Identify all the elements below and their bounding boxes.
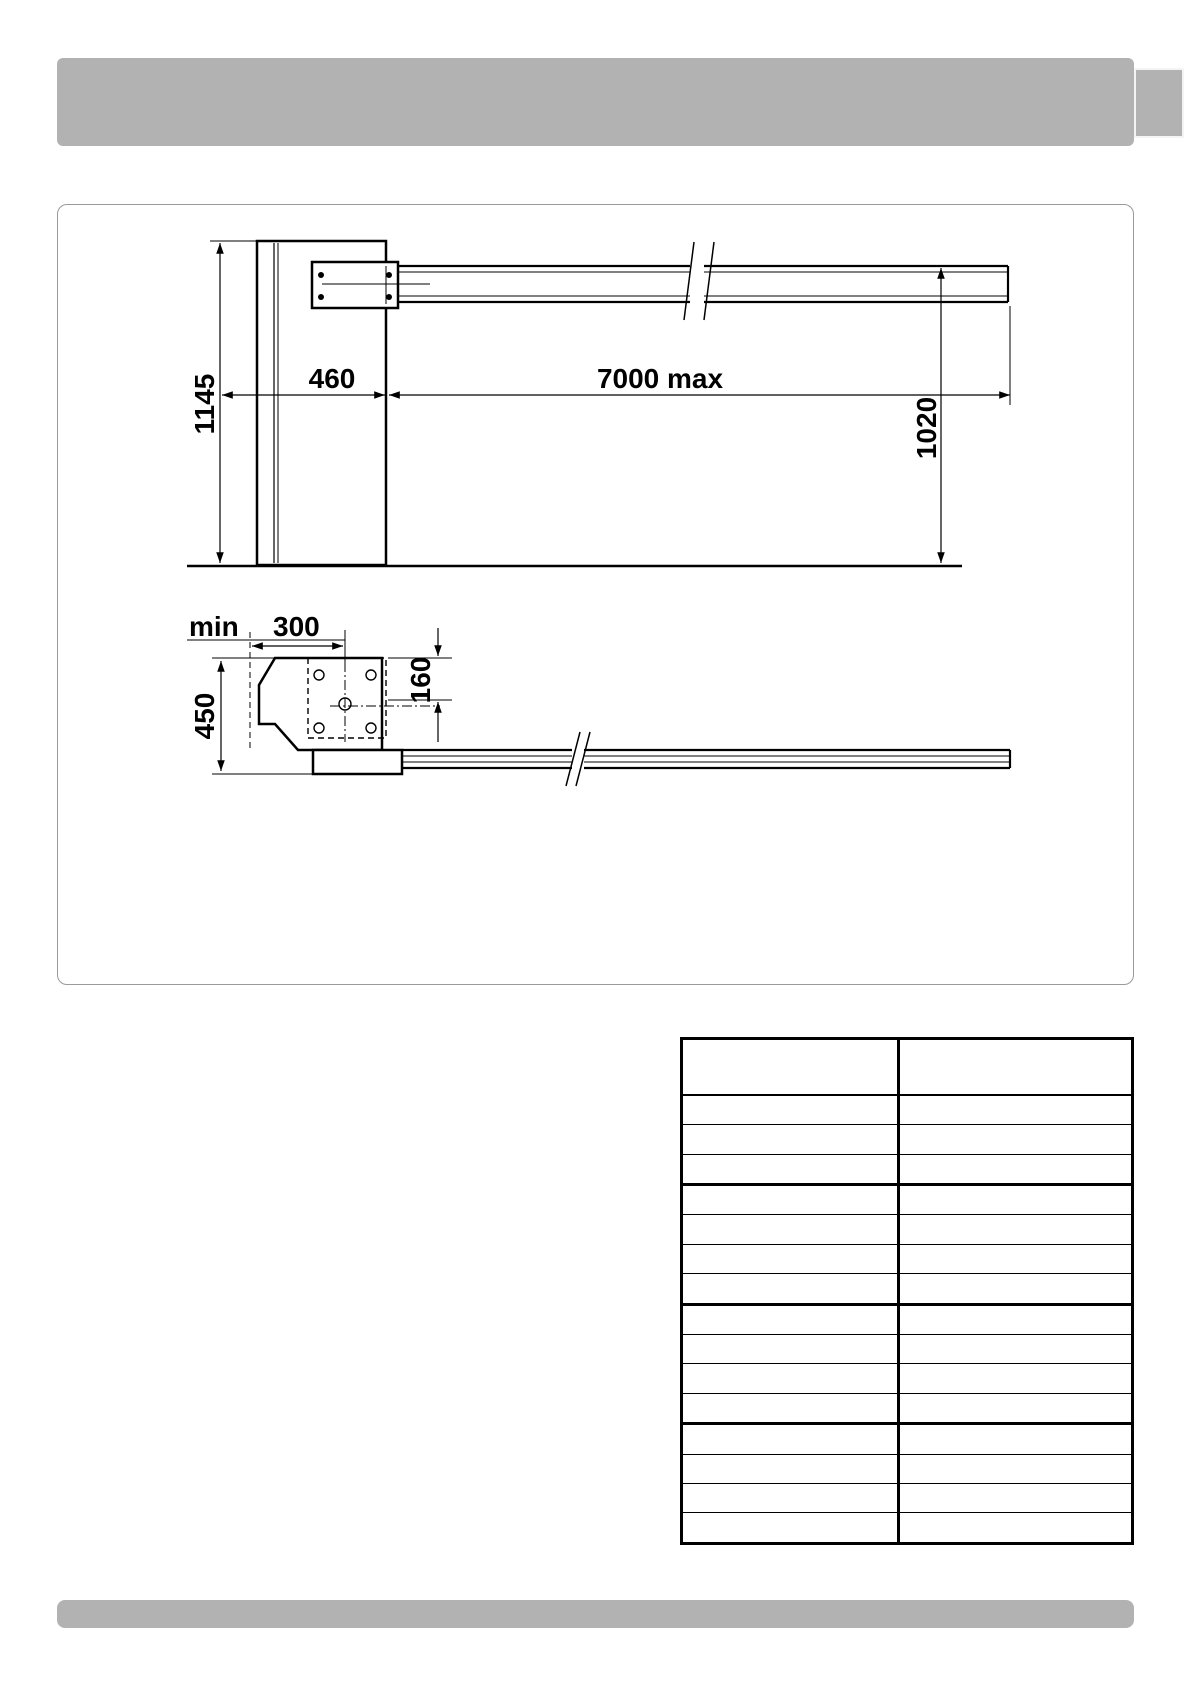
- spec-table-row: [682, 1125, 1133, 1154]
- spec-table-header-cell: [682, 1039, 899, 1095]
- spec-table-cell: [898, 1424, 1132, 1454]
- dim-label-min-clearance: 300: [273, 611, 320, 642]
- spec-table-cell: [898, 1364, 1132, 1393]
- boom-arm-plan: [402, 732, 1010, 786]
- spec-table-row: [682, 1364, 1133, 1393]
- spec-table-row: [682, 1184, 1133, 1214]
- spec-table-row: [682, 1154, 1133, 1184]
- spec-table-cell: [682, 1184, 899, 1214]
- spec-table-row: [682, 1304, 1133, 1334]
- elevation-view: [187, 241, 1010, 566]
- spec-table-cell: [682, 1125, 899, 1154]
- spec-table-row: [682, 1393, 1133, 1423]
- spec-table-cell: [898, 1513, 1132, 1544]
- spec-table-cell: [682, 1484, 899, 1513]
- cabinet-plan-outline: [259, 658, 382, 750]
- spec-table-row: [682, 1274, 1133, 1304]
- spec-table-cell: [898, 1484, 1132, 1513]
- spec-table-cell: [682, 1393, 899, 1423]
- spec-table-cell: [898, 1184, 1132, 1214]
- spec-table-cell: [682, 1513, 899, 1544]
- spec-table-cell: [682, 1095, 899, 1125]
- dim-label-boom-length: 7000 max: [596, 363, 724, 394]
- spec-table-row: [682, 1095, 1133, 1125]
- spec-table-cell: [682, 1454, 899, 1483]
- dim-label-bolt-spacing: 160: [405, 656, 436, 704]
- boom-housing-plan: [313, 750, 402, 774]
- spec-table-row: [682, 1335, 1133, 1364]
- spec-table-row: [682, 1244, 1133, 1273]
- spec-table-header-cell: [898, 1039, 1132, 1095]
- spec-table-cell: [682, 1274, 899, 1304]
- spec-table-cell: [682, 1364, 899, 1393]
- spec-table-cell: [682, 1215, 899, 1244]
- boom-mount-plate: [312, 262, 398, 308]
- spec-table-cell: [898, 1095, 1132, 1125]
- dim-label-base-depth: 450: [189, 692, 220, 740]
- spec-table-cell: [898, 1335, 1132, 1364]
- dim-label-cabinet-width: 460: [308, 363, 356, 394]
- spec-table-row: [682, 1513, 1133, 1544]
- spec-table-cell: [682, 1154, 899, 1184]
- boom-arm-elevation: [398, 242, 1008, 320]
- spec-table-cell: [898, 1304, 1132, 1334]
- spec-table-cell: [898, 1125, 1132, 1154]
- page-footer-bar: [57, 1600, 1134, 1628]
- dim-label-min: min: [189, 611, 239, 642]
- spec-table-cell: [682, 1304, 899, 1334]
- spec-table-row: [682, 1215, 1133, 1244]
- spec-table-header-row: [682, 1039, 1133, 1095]
- spec-table-row: [682, 1484, 1133, 1513]
- spec-table-cell: [682, 1335, 899, 1364]
- spec-table: [680, 1037, 1134, 1545]
- spec-table-cell: [898, 1393, 1132, 1423]
- spec-table-cell: [898, 1454, 1132, 1483]
- plan-view: [187, 628, 1010, 786]
- spec-table-cell: [682, 1424, 899, 1454]
- spec-table-row: [682, 1424, 1133, 1454]
- spec-table-cell: [898, 1274, 1132, 1304]
- spec-table-cell: [682, 1244, 899, 1273]
- spec-table-cell: [898, 1244, 1132, 1273]
- spec-table-row: [682, 1454, 1133, 1483]
- spec-table-cell: [898, 1154, 1132, 1184]
- spec-table-cell: [898, 1215, 1132, 1244]
- dim-label-total-height: 1145: [189, 373, 220, 435]
- dim-label-boom-height: 1020: [911, 396, 942, 460]
